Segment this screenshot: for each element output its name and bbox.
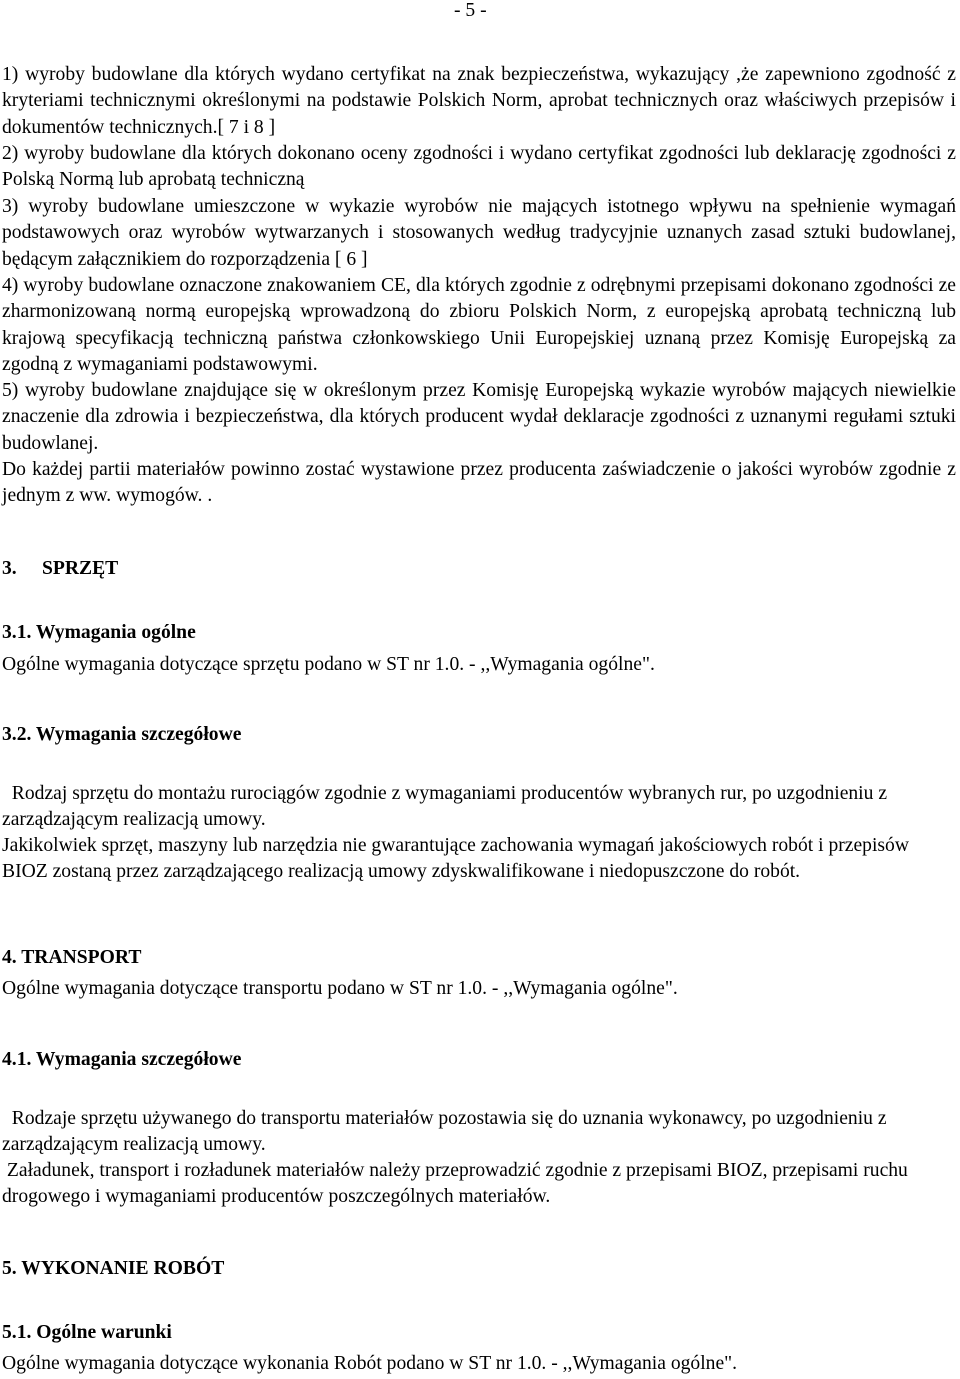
section-5-1-text: Ogólne wymagania dotyczące wykonania Robót podano w ST nr 1.0. - ,,Wymagania ogólne". [2, 1353, 738, 1374]
section-4-text: Ogólne wymagania dotyczące transportu podano w ST nr 1.0. - ,,Wymagania ogólne". [2, 978, 678, 999]
page-number: - 5 - [454, 0, 487, 21]
list-item-3: 3) wyroby budowlane umieszczone w wykazie wyrobów nie mających istotnego wpływu na spełnienie wymagań podstawowych oraz wyrobów wytwarzanych i stosowanych według tradycyjnie uznanych zasad sztuki budowlanej, będącym załącznikiem do rozporządzenia [ 6 ] [2, 196, 956, 270]
section-5-1-heading: 5.1. Ogólne warunki [2, 1322, 172, 1343]
section-4-heading: 4. TRANSPORT [2, 947, 142, 968]
section-3-2-heading: 3.2. Wymagania szczegółowe [2, 724, 242, 745]
section-3-2-paragraph-2: Jakikolwiek sprzęt, maszyny lub narzędzia nie gwarantujące zachowania wymagań jakościowych robót i przepisów BIOZ zostaną przez zarządzającego realizacją umowy zdyskwalifikowane i niedopuszczone do robót. [2, 835, 909, 883]
materials-quality-note: Do każdej partii materiałów powinno zostać wystawione przez producenta zaświadczenie o jakości wyrobów zgodnie z jednym z ww. wymogów. . [2, 459, 956, 507]
list-item-4: 4) wyroby budowlane oznaczone znakowaniem CE, dla których zgodnie z odrębnymi przepisami dokonano zgodności ze zharmonizowaną normą europejską wprowadzoną do zbioru Polskich Norm, z europejską aprobatą techniczną lub krajową specyfikacją techniczną państwa członkowskiego Unii Europejskiej uznaną przez Komisję Europejską za zgodną z wymaganiami podstawowymi. [2, 275, 956, 375]
section-5-heading: 5. WYKONANIE ROBÓT [2, 1258, 225, 1279]
section-3-number: 3. [2, 558, 17, 579]
section-3-title: SPRZĘT [42, 558, 119, 579]
section-3-1-text: Ogólne wymagania dotyczące sprzętu podano w ST nr 1.0. - ,,Wymagania ogólne". [2, 654, 655, 675]
list-item-5: 5) wyroby budowlane znajdujące się w określonym przez Komisję Europejską wykazie wyrobów mających niewielkie znaczenie dla zdrowia i bezpieczeństwa, dla których producent wydał deklaracje zgodności z uznanymi regułami sztuki budowlanej. [2, 380, 956, 454]
section-3-2-paragraph-1: Rodzaj sprzętu do montażu rurociągów zgodnie z wymaganiami producentów wybranych rur, po uzgodnieniu z zarządzającym realizacją umowy. [2, 783, 892, 831]
list-item-2: 2) wyroby budowlane dla których dokonano oceny zgodności i wydano certyfikat zgodności lub deklarację zgodności z Polską Normą lub aprobatą techniczną [2, 143, 956, 191]
section-3-1-heading: 3.1. Wymagania ogólne [2, 622, 196, 643]
section-4-1-paragraph-1: Rodzaje sprzętu używanego do transportu materiałów pozostawia się do uznania wykonawcy, po uzgodnieniu z zarządzającym realizacją umowy. [2, 1108, 892, 1156]
section-3-heading [2, 556, 956, 582]
list-item-1: 1) wyroby budowlane dla których wydano certyfikat na znak bezpieczeństwa, wykazujący ,że zapewniono zgodność z kryteriami technicznymi określonymi na podstawie Polskich Norm, aprobat technicznych oraz właściwych przepisów i dokumentów technicznych.[ 7 i 8 ] [2, 64, 956, 138]
section-4-1-heading: 4.1. Wymagania szczegółowe [2, 1049, 242, 1070]
section-4-1-paragraph-2: Załadunek, transport i rozładunek materiałów należy przeprowadzić zgodnie z przepisami BIOZ, przepisami ruchu drogowego i wymaganiami producentów poszczególnych materiałów. [2, 1160, 913, 1208]
